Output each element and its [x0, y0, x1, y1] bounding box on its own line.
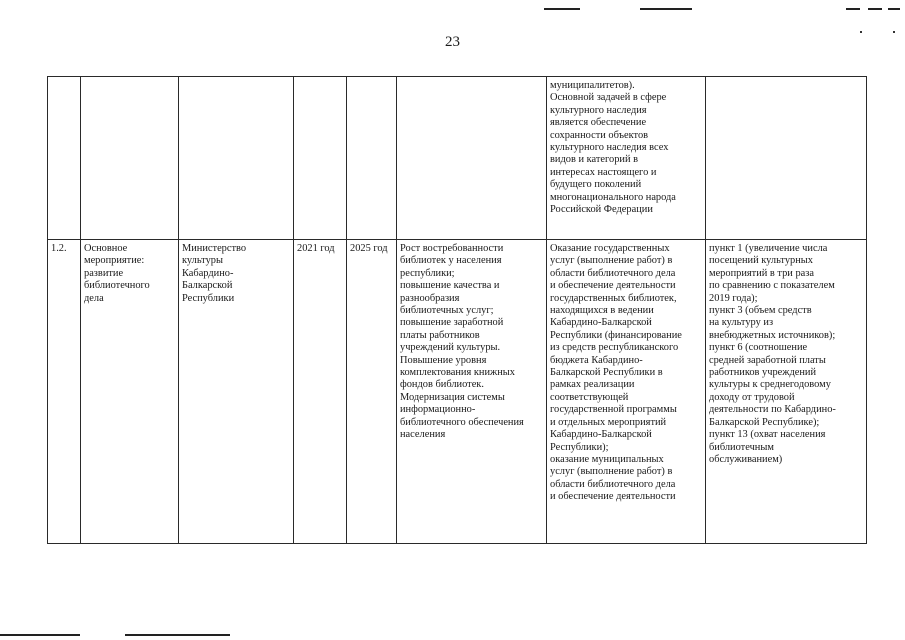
scan-dot-1: [860, 31, 862, 33]
scan-artifact-top-3: [846, 8, 860, 10]
cell-result-empty: [397, 77, 547, 240]
cell-start-year: 2021 год: [294, 240, 347, 544]
scan-artifact-top-4: [868, 8, 882, 10]
scan-artifact-top-5: [888, 8, 900, 10]
table-row-1-2: [48, 240, 867, 544]
scan-dot-2: [893, 31, 895, 33]
cell-executor-empty: [179, 77, 294, 240]
cell-end-empty: [347, 77, 397, 240]
cell-task-continuation: муниципалитетов). Основной задачей в сфере культурного наследия является обеспечение сохранности объектов культурного наследия всех видов и категорий в интересах настоящего и будущего поколений многонационального народа Российской Федерации: [547, 77, 706, 240]
cell-indicators-empty: [706, 77, 867, 240]
cell-end-year: 2025 год: [347, 240, 397, 544]
page-number: 23: [445, 34, 460, 50]
cell-row-number: 1.2.: [48, 240, 81, 544]
scan-artifact-bottom-1: [0, 634, 80, 636]
cell-measure-name: Основное мероприятие: развитие библиотечного дела: [81, 240, 179, 544]
scan-artifact-bottom-2: [125, 634, 230, 636]
cell-expected-result: Рост востребованности библиотек у населения республики; повышение качества и разнообразия библиотечных услуг; повышение заработной платы работников учреждений культуры. Повышение уровня комплектования книжных фондов библиотек. Модернизация системы информационно- библиотечного обеспечения населения: [397, 240, 547, 544]
cell-number-empty: [48, 77, 81, 240]
scan-artifact-top-1: [544, 8, 580, 10]
scan-artifact-top-2: [640, 8, 692, 10]
measures-table: [47, 76, 867, 544]
cell-start-empty: [294, 77, 347, 240]
cell-task-description: Оказание государственных услуг (выполнение работ) в области библиотечного дела и обеспечение деятельности государственных библиотек, находящихся в ведении Кабардино-Балкарской Республики (финансирование из средств республиканского бюджета Кабардино- Балкарской Республики в рамках реализации соответствующей государственной программы и отдельных мероприятий Кабардино-Балкарской Республики); оказание муниципальных услуг (выполнение работ) в области библиотечного дела и обеспечение деятельности: [547, 240, 706, 544]
cell-name-empty: [81, 77, 179, 240]
cell-executor: Министерство культуры Кабардино- Балкарской Республики: [179, 240, 294, 544]
table-row-continuation: [48, 77, 867, 240]
cell-indicators: пункт 1 (увеличение числа посещений культурных мероприятий в три раза по сравнению с показателем 2019 года); пункт 3 (объем средств на культуру из внебюджетных источников); пункт 6 (соотношение средней заработной платы работников учреждений культуры к среднегодовому доходу от трудовой деятельности по Кабардино- Балкарской Республике); пункт 13 (охват населения библиотечным обслуживанием): [706, 240, 867, 544]
